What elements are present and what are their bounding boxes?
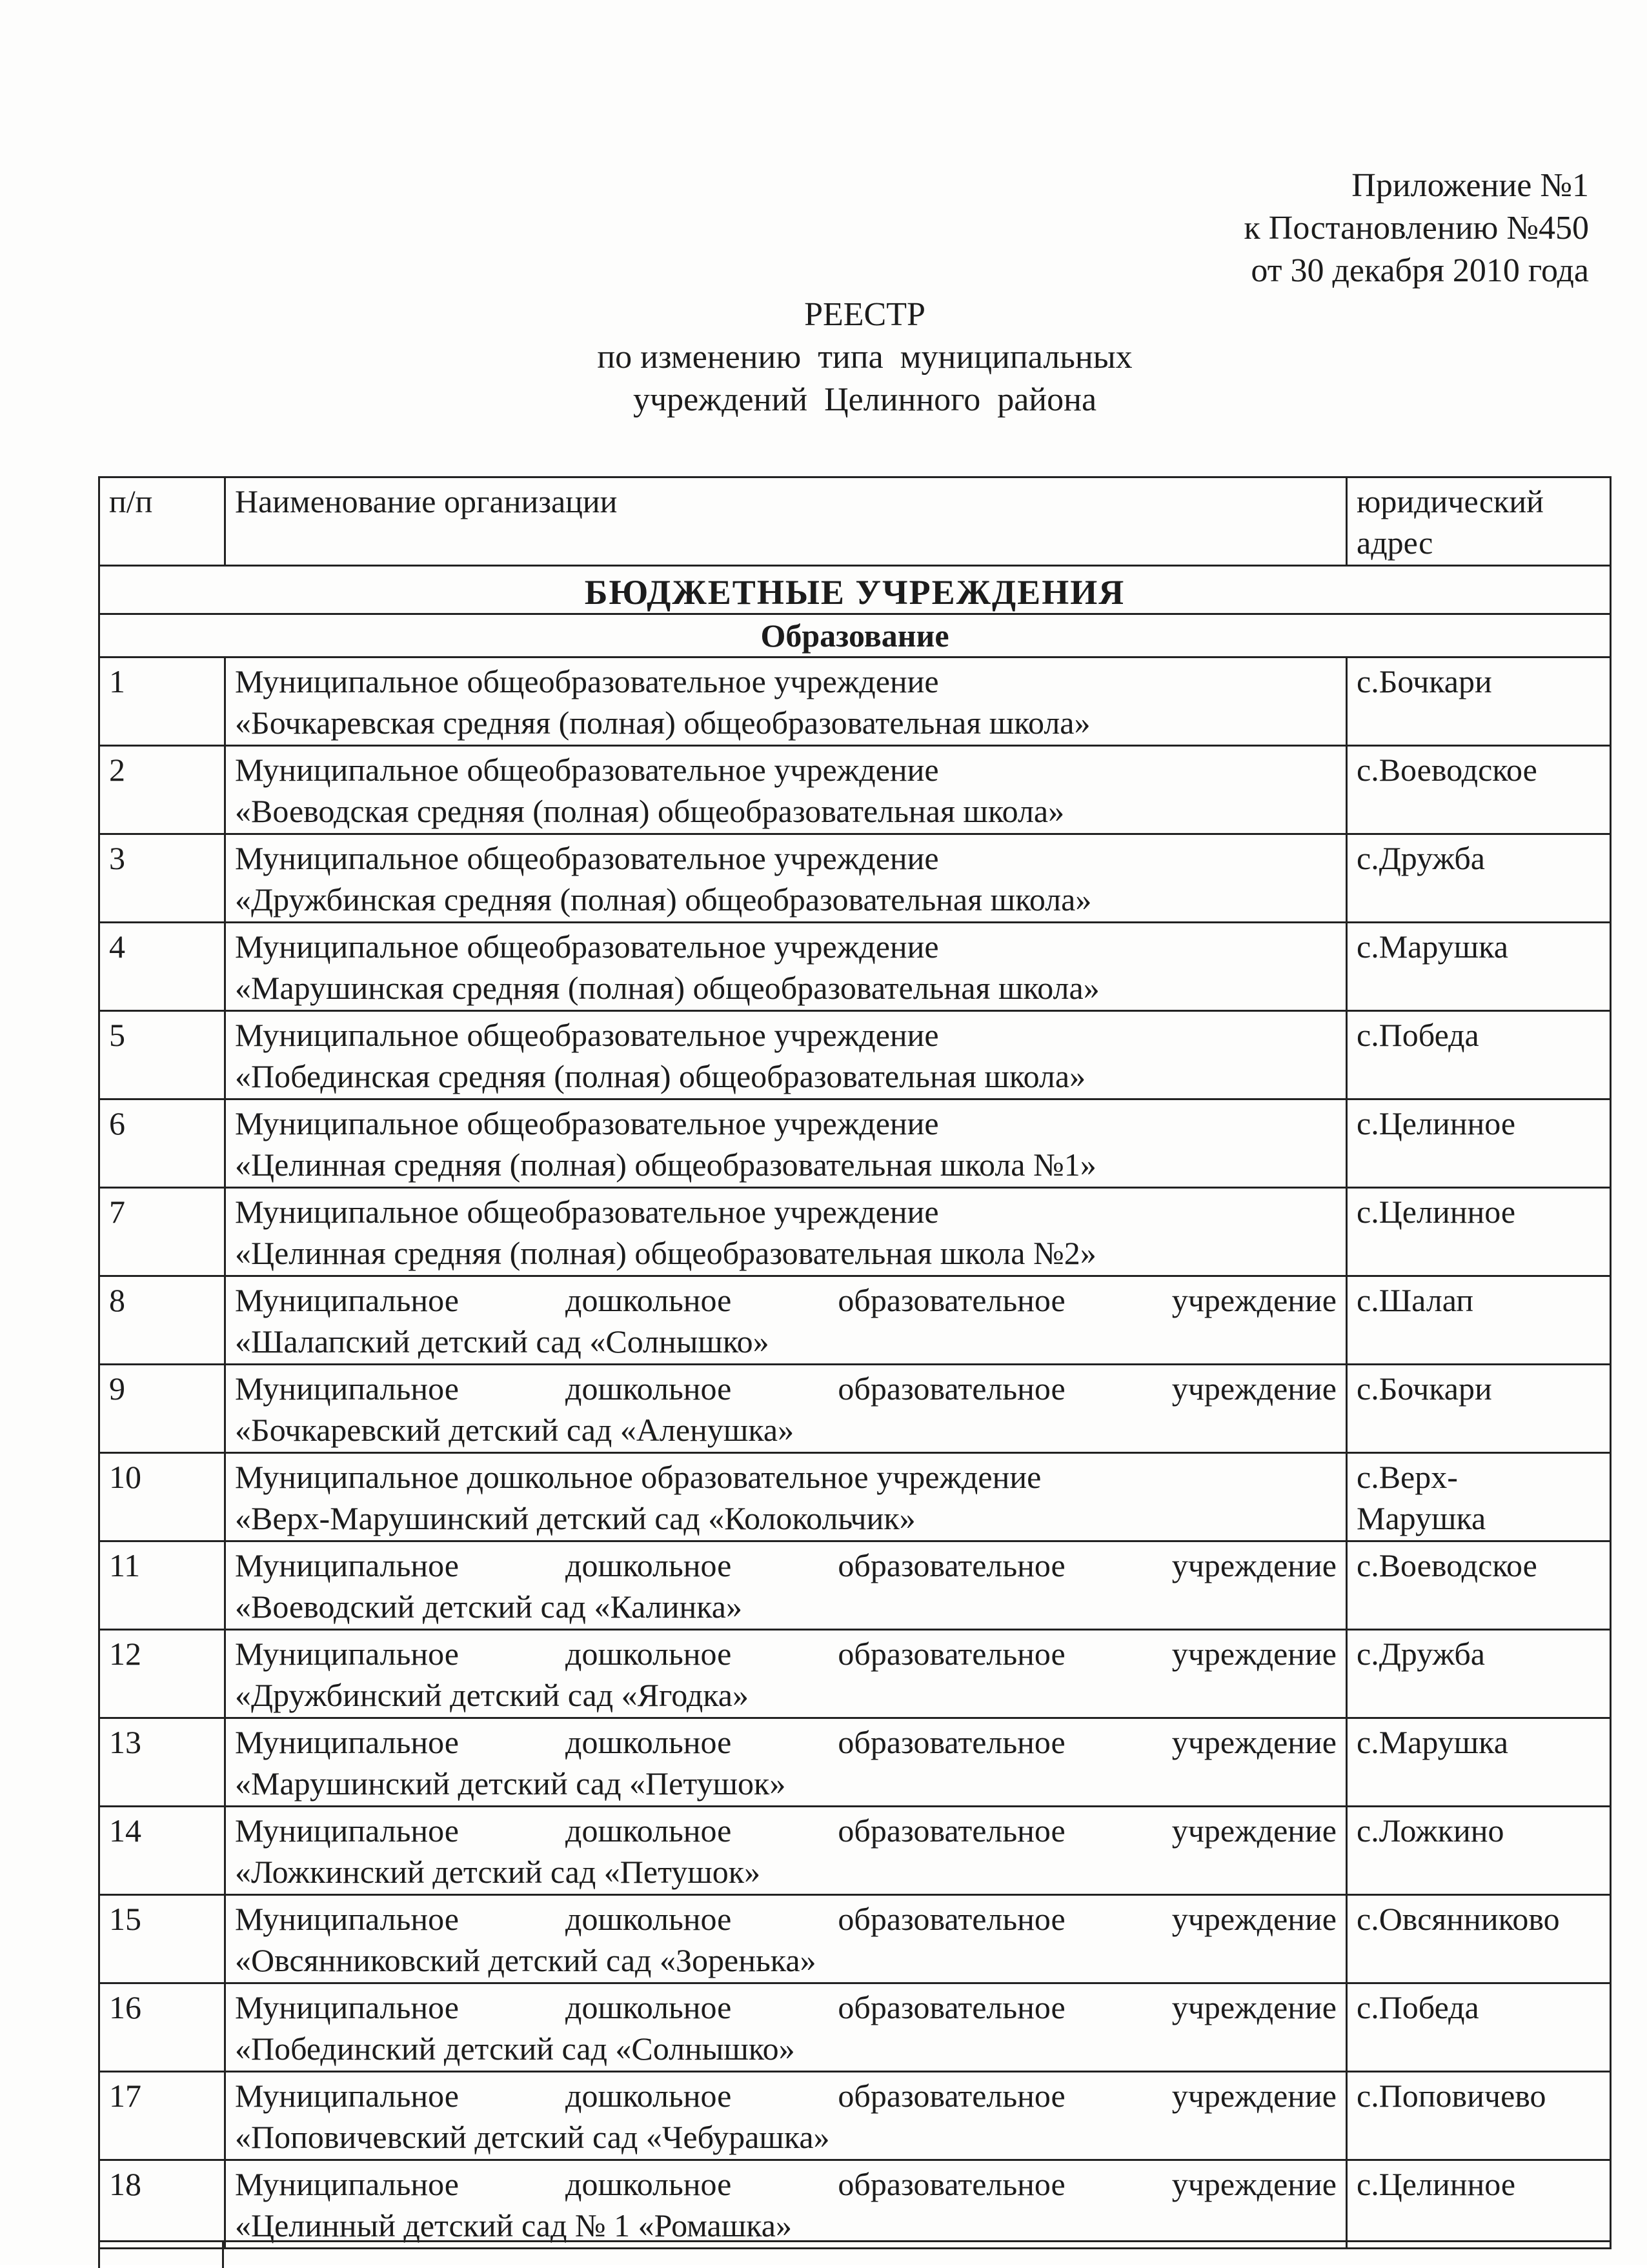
legal-address: с.Шалап <box>1347 1276 1611 1365</box>
table-row <box>99 1365 1611 1453</box>
row-number: 7 <box>99 1188 225 1276</box>
organization-name <box>225 746 1347 834</box>
legal-address: с.Победа <box>1347 1983 1611 2072</box>
row-number: 14 <box>99 1807 225 1895</box>
organization-title: «Марушинский детский сад «Петушок» <box>235 1765 786 1801</box>
organization-title: «Побединская средняя (полная) общеобразовательная школа» <box>235 1058 1086 1094</box>
organization-type: Муниципальное общеобразовательное учреждение <box>235 1194 939 1230</box>
organization-name <box>225 1453 1347 1541</box>
table-row <box>99 1807 1611 1895</box>
legal-address: с.Дружба <box>1347 834 1611 923</box>
organization-title: «Овсянниковский детский сад «Зоренька» <box>235 1942 816 1978</box>
table-row <box>99 1188 1611 1276</box>
legal-address: с.Поповичево <box>1347 2072 1611 2160</box>
legal-address: с.Дружба <box>1347 1630 1611 1718</box>
organization-title: «Целинный детский сад № 1 «Ромашка» <box>235 2207 792 2243</box>
table-row <box>99 1541 1611 1630</box>
organization-type: Муниципальное дошкольное образовательное учреждение <box>235 1459 1042 1495</box>
legal-address: с.Целинное <box>1347 1099 1611 1188</box>
table-row <box>99 834 1611 923</box>
organization-name <box>225 1895 1347 1983</box>
organization-name <box>225 657 1347 746</box>
title-line-2: по изменению типа муниципальных <box>597 339 1133 376</box>
legal-address: с.Воеводское <box>1347 746 1611 834</box>
table-row <box>99 1718 1611 1807</box>
legal-address: с.Бочкари <box>1347 1365 1611 1453</box>
row-number: 18 <box>99 2160 225 2249</box>
header-name: Наименование организации <box>225 477 1347 566</box>
table-border <box>222 2242 224 2268</box>
organization-title: «Дружбинская средняя (полная) общеобразовательная школа» <box>235 881 1092 918</box>
row-number: 1 <box>99 657 225 746</box>
registry-table <box>98 476 1612 2249</box>
row-number: 6 <box>99 1099 225 1188</box>
row-number: 16 <box>99 1983 225 2072</box>
organization-type: Муниципальное общеобразовательное учреждение <box>235 840 939 876</box>
title-line-1: РЕЕСТР <box>804 296 925 333</box>
header-addr: юридический адрес <box>1347 477 1611 566</box>
legal-address: с.Верх- Марушка <box>1347 1453 1611 1541</box>
organization-type: Муниципальное дошкольное образовательное учреждение <box>235 1547 1337 1583</box>
legal-address: с.Марушка <box>1347 1718 1611 1807</box>
organization-title: «Побединский детский сад «Солнышко» <box>235 2031 795 2067</box>
subsection-row <box>99 614 1611 657</box>
table-row <box>99 1099 1611 1188</box>
table-row <box>99 2160 1611 2249</box>
table-row <box>99 1983 1611 2072</box>
title-line-3: учреждений Целинного района <box>632 381 1097 418</box>
subsection-title: Образование <box>99 614 1611 657</box>
legal-address: с.Марушка <box>1347 923 1611 1011</box>
approval-line-3: от 30 декабря 2010 года <box>1251 252 1589 289</box>
row-number: 15 <box>99 1895 225 1983</box>
legal-address: с.Целинное <box>1347 2160 1611 2249</box>
organization-title: «Воеводский детский сад «Калинка» <box>235 1589 742 1625</box>
organization-type: Муниципальное дошкольное образовательное учреждение <box>235 1636 1337 1672</box>
table-row <box>99 1453 1611 1541</box>
organization-type: Муниципальное общеобразовательное учреждение <box>235 663 939 699</box>
organization-name <box>225 1365 1347 1453</box>
table-continuation <box>98 2240 1610 2268</box>
table-row <box>99 1011 1611 1099</box>
table-row <box>99 1895 1611 1983</box>
organization-title: «Воеводская средняя (полная) общеобразовательная школа» <box>235 793 1065 829</box>
table-header-row <box>99 477 1611 566</box>
row-number: 3 <box>99 834 225 923</box>
organization-type: Муниципальное общеобразовательное учреждение <box>235 1017 939 1053</box>
organization-type: Муниципальное дошкольное образовательное учреждение <box>235 1901 1337 1937</box>
organization-type: Муниципальное дошкольное образовательное учреждение <box>235 1812 1337 1849</box>
organization-title: «Бочкаревская средняя (полная) общеобразовательная школа» <box>235 705 1091 741</box>
organization-title: «Марушинская средняя (полная) общеобразовательная школа» <box>235 970 1100 1006</box>
organization-title: «Бочкаревский детский сад «Аленушка» <box>235 1412 794 1448</box>
organization-title: «Ложкинский детский сад «Петушок» <box>235 1854 761 1890</box>
row-number: 10 <box>99 1453 225 1541</box>
table-row <box>99 657 1611 746</box>
organization-name <box>225 1630 1347 1718</box>
header-num: п/п <box>99 477 225 566</box>
document-title <box>0 294 1647 421</box>
organization-name <box>225 2160 1347 2249</box>
organization-name <box>225 1188 1347 1276</box>
legal-address: с.Целинное <box>1347 1188 1611 1276</box>
organization-title: «Шалапский детский сад «Солнышко» <box>235 1323 769 1360</box>
table-row <box>99 2072 1611 2160</box>
table-row <box>99 1276 1611 1365</box>
legal-address: с.Овсянниково <box>1347 1895 1611 1983</box>
organization-title: «Дружбинский детский сад «Ягодка» <box>235 1677 749 1713</box>
organization-title: «Поповичевский детский сад «Чебурашка» <box>235 2119 830 2155</box>
table-row <box>99 923 1611 1011</box>
row-number: 17 <box>99 2072 225 2160</box>
row-number: 2 <box>99 746 225 834</box>
organization-type: Муниципальное дошкольное образовательное учреждение <box>235 1989 1337 2025</box>
approval-line-2: к Постановлению №450 <box>1244 210 1589 246</box>
organization-title: «Целинная средняя (полная) общеобразовательная школа №1» <box>235 1147 1096 1183</box>
legal-address: с.Воеводское <box>1347 1541 1611 1630</box>
organization-name <box>225 923 1347 1011</box>
row-number: 4 <box>99 923 225 1011</box>
row-number: 8 <box>99 1276 225 1365</box>
organization-name <box>225 1718 1347 1807</box>
organization-name <box>225 1983 1347 2072</box>
organization-type: Муниципальное общеобразовательное учреждение <box>235 752 939 788</box>
organization-title: «Верх-Марушинский детский сад «Колокольчик» <box>235 1500 916 1536</box>
legal-address: с.Бочкари <box>1347 657 1611 746</box>
organization-type: Муниципальное дошкольное образовательное учреждение <box>235 2166 1337 2202</box>
table-row <box>99 1630 1611 1718</box>
organization-type: Муниципальное дошкольное образовательное учреждение <box>235 1724 1337 1760</box>
organization-name <box>225 1807 1347 1895</box>
row-number: 13 <box>99 1718 225 1807</box>
row-number: 5 <box>99 1011 225 1099</box>
organization-name <box>225 1099 1347 1188</box>
organization-name <box>225 1011 1347 1099</box>
organization-type: Муниципальное дошкольное образовательное учреждение <box>235 1370 1337 1407</box>
organization-title: «Целинная средняя (полная) общеобразовательная школа №2» <box>235 1235 1096 1271</box>
table-row <box>99 746 1611 834</box>
legal-address: с.Победа <box>1347 1011 1611 1099</box>
legal-address: с.Ложкино <box>1347 1807 1611 1895</box>
organization-name <box>225 834 1347 923</box>
organization-type: Муниципальное общеобразовательное учреждение <box>235 928 939 965</box>
organization-name <box>225 2072 1347 2160</box>
approval-line-1: Приложение №1 <box>1351 167 1589 204</box>
section-row <box>99 566 1611 614</box>
row-number: 11 <box>99 1541 225 1630</box>
organization-name <box>225 1541 1347 1630</box>
organization-type: Муниципальное дошкольное образовательное учреждение <box>235 2078 1337 2114</box>
organization-type: Муниципальное дошкольное образовательное учреждение <box>235 1282 1337 1318</box>
organization-name <box>225 1276 1347 1365</box>
approval-note <box>1244 165 1589 292</box>
organization-type: Муниципальное общеобразовательное учреждение <box>235 1105 939 1141</box>
row-number: 12 <box>99 1630 225 1718</box>
row-number: 9 <box>99 1365 225 1453</box>
table-border <box>98 2242 100 2268</box>
section-title: БЮДЖЕТНЫЕ УЧРЕЖДЕНИЯ <box>99 566 1611 614</box>
